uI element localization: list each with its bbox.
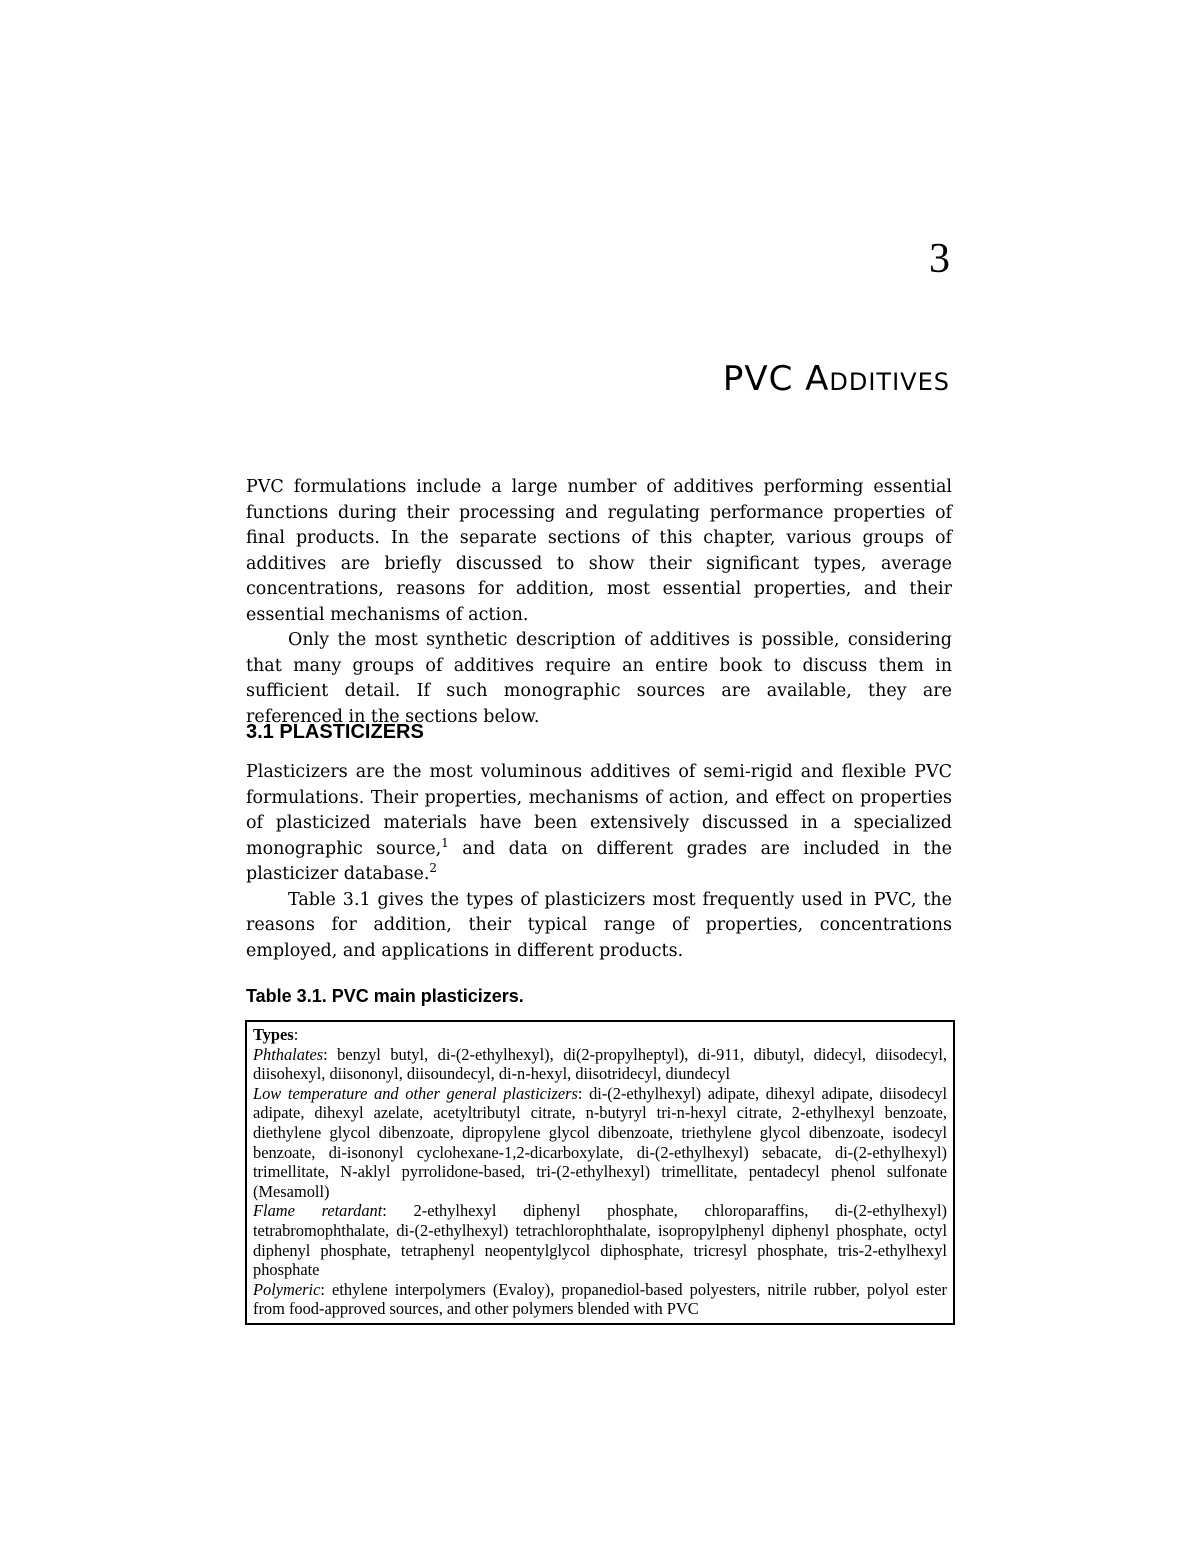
types-colon: : (293, 1025, 299, 1044)
row-category: Phthalates (253, 1044, 324, 1064)
plasticizers-paragraph-2: Table 3.1 gives the types of plasticizers most frequently used in PVC, the reasons for addition, their typical range of properties, concentrations employed, and applications in different products. (246, 889, 952, 961)
row-category: Flame retardant (253, 1201, 383, 1221)
intro-text (246, 475, 952, 730)
table-caption: Table 3.1. PVC main plasticizers. (246, 986, 524, 1006)
chapter-title: PVC Additives (722, 359, 950, 399)
reference-1: 1 (441, 835, 449, 850)
intro-paragraph-1: PVC formulations include a large number of additives performing essential functions during their processing and regulating performance properties of final products. In the separate sections of this chapter, various groups of additives are briefly discussed to show their significant types, average concentrations, reasons for addition, most essential properties, and their essential mechanisms of action. (246, 477, 952, 625)
row-category: Low temperature and other general plasticizers (253, 1083, 578, 1103)
chapter-number: 3 (929, 236, 950, 282)
section-heading: 3.1 PLASTICIZERS (246, 721, 424, 743)
plasticizers-text (246, 760, 952, 964)
plasticizers-paragraph-1-a: Plasticizers are the most voluminous additives of semi-rigid and flexible PVC formulations. Their properties, mechanisms of action, and effect on properties of plasticized materials have been extensively discussed in a specialized monographic source, (246, 762, 952, 859)
row-text: : benzyl butyl, di-(2-ethylhexyl), di(2-propylheptyl), di-911, dibutyl, didecyl, diisodecyl, diisohexyl, diisononyl, diisoundecyl, di-n-hexyl, diisotridecyl, diundecyl (253, 1044, 947, 1084)
row-text: : ethylene interpolymers (Evaloy), propanediol-based polyesters, nitrile rubber, polyol ester from food-approved sources, and other polymers blended with PVC (253, 1279, 947, 1319)
table-row (253, 1201, 947, 1279)
table-row (253, 1084, 947, 1202)
row-category: Polymeric (253, 1279, 321, 1299)
types-label: Types (253, 1025, 294, 1044)
plasticizers-paragraph-1-b: and data on different grades are included in the plasticizer database. (246, 838, 952, 884)
row-text: : 2-ethylhexyl diphenyl phosphate, chloroparaffins, di-(2-ethylhexyl) tetrabromophthalate, di-(2-ethylhexyl) tetrachlorophthalate, isopropylphenyl diphenyl phosphate, octyl diphenyl phosphate, tetraphenyl neopentylglycol diphosphate, tricresyl phosphate, tris-2-ethylhexyl phosphate (253, 1201, 947, 1280)
table-types-row (253, 1025, 947, 1045)
table-row (253, 1045, 947, 1084)
plasticizers-paragraph-1 (246, 760, 952, 888)
table-row (253, 1280, 947, 1319)
intro-paragraph-2: Only the most synthetic description of additives is possible, considering that many groups of additives require an entire book to discuss them in sufficient detail. If such monographic sources are available, they are referenced in the sections below. (246, 630, 952, 727)
plasticizer-table (245, 1020, 955, 1325)
reference-2: 2 (429, 861, 438, 875)
row-text: : di-(2-ethylhexyl) adipate, dihexyl adipate, diisodecyl adipate, dihexyl azelate, acetyltributyl citrate, n-butyryl tri-n-hexyl citrate, 2-ethylhexyl benzoate, diethylene glycol dibenzoate, dipropylene glycol dibenzoate, triethylene glycol dibenzoate, isodecyl benzoate, di-isononyl cyclohexane-1,2-dicarboxylate, di-(2-ethylhexyl) sebacate, di-(2-ethylhexyl) trimellitate, N-aklyl pyrrolidone-based, tri-(2-ethylhexyl) trimellitate, pentadecyl phenol sulfonate (Mesamoll) (253, 1083, 947, 1201)
